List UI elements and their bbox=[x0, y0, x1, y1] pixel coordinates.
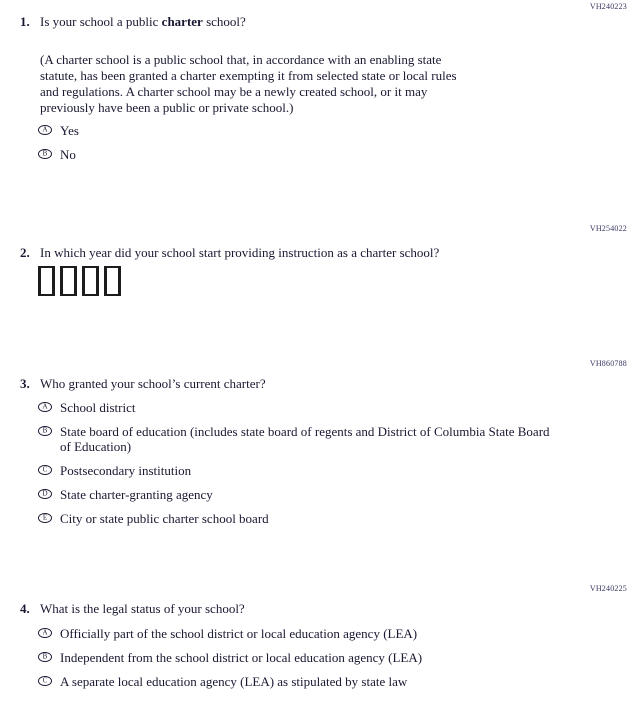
option-label-line: Officially part of the school district or local education agency (LEA) bbox=[60, 626, 418, 641]
option-label bbox=[60, 147, 76, 162]
option-label-line: Postsecondary institution bbox=[60, 463, 192, 478]
year-entry-boxes bbox=[38, 266, 121, 296]
question-1-title-row bbox=[20, 14, 246, 30]
question-2-number: 2. bbox=[20, 245, 30, 260]
option-label-line: No bbox=[60, 147, 76, 162]
bubble-letter: E bbox=[42, 513, 48, 521]
option-label bbox=[60, 463, 191, 478]
option-label-line: of Education) bbox=[60, 439, 132, 454]
note-line: and regulations. A charter school may be a newly created school, or it may bbox=[40, 84, 428, 99]
option-part-of-lea[interactable] bbox=[38, 626, 422, 641]
bubble-letter: C bbox=[42, 676, 48, 684]
question-1-accession-code: VH240223 bbox=[589, 2, 627, 11]
question-1-number: 1. bbox=[20, 14, 30, 29]
option-label bbox=[60, 487, 213, 502]
option-label-line: State charter-granting agency bbox=[60, 487, 213, 502]
option-label bbox=[60, 400, 135, 415]
year-digit-box-1[interactable] bbox=[38, 266, 55, 296]
option-label-line: State board of education (includes state board of regents and District of Columbia State Board bbox=[60, 424, 550, 439]
question-2-title-pre: In which year did your school start providing instruction as a charter school? bbox=[40, 245, 440, 260]
bubble-letter: D bbox=[42, 489, 48, 497]
bubble-letter: A bbox=[42, 125, 48, 133]
answer-bubble-c-icon[interactable] bbox=[38, 465, 52, 475]
question-4-accession-code: VH240225 bbox=[589, 584, 627, 593]
answer-bubble-d-icon[interactable] bbox=[38, 489, 52, 499]
question-3-number: 3. bbox=[20, 376, 30, 391]
question-1-title-post: school? bbox=[202, 14, 246, 29]
option-state-board[interactable] bbox=[38, 424, 550, 454]
answer-bubble-b-icon[interactable] bbox=[38, 149, 52, 159]
question-4-title-row bbox=[20, 601, 245, 617]
year-digit-box-2[interactable] bbox=[60, 266, 77, 296]
bubble-letter: C bbox=[42, 465, 48, 473]
option-label-line: Yes bbox=[60, 123, 79, 138]
question-1-title-pre: Is your school a public bbox=[40, 14, 162, 29]
bubble-letter: B bbox=[42, 652, 48, 660]
year-digit-box-4[interactable] bbox=[104, 266, 121, 296]
answer-bubble-a-icon[interactable] bbox=[38, 628, 52, 638]
option-yes[interactable] bbox=[38, 123, 79, 138]
year-digit-box-3[interactable] bbox=[82, 266, 99, 296]
question-2-title-row bbox=[20, 245, 439, 261]
option-separate-lea[interactable] bbox=[38, 674, 422, 689]
option-label bbox=[60, 123, 79, 138]
answer-bubble-b-icon[interactable] bbox=[38, 426, 52, 436]
answer-bubble-b-icon[interactable] bbox=[38, 652, 52, 662]
answer-bubble-c-icon[interactable] bbox=[38, 676, 52, 686]
option-city-state-board[interactable] bbox=[38, 511, 550, 526]
question-4-title bbox=[40, 601, 245, 617]
bubble-letter: B bbox=[42, 149, 48, 157]
note-line: (A charter school is a public school that, in accordance with an enabling state bbox=[40, 52, 442, 67]
option-label bbox=[60, 650, 422, 665]
question-3-title bbox=[40, 376, 266, 392]
option-label-line: City or state public charter school board bbox=[60, 511, 269, 526]
question-4-number: 4. bbox=[20, 601, 30, 616]
question-3-options bbox=[38, 400, 550, 535]
bubble-letter: A bbox=[42, 402, 48, 410]
question-2-title bbox=[40, 245, 439, 261]
question-1-definition-note bbox=[40, 52, 457, 116]
answer-bubble-a-icon[interactable] bbox=[38, 125, 52, 135]
option-label-line: School district bbox=[60, 400, 136, 415]
option-postsecondary[interactable] bbox=[38, 463, 550, 478]
question-1-options bbox=[38, 123, 79, 171]
answer-bubble-e-icon[interactable] bbox=[38, 513, 52, 523]
question-4-title-pre: What is the legal status of your school? bbox=[40, 601, 245, 616]
option-independent-from-lea[interactable] bbox=[38, 650, 422, 665]
note-line: statute, has been granted a charter exempting it from selected state or local rules bbox=[40, 68, 457, 83]
option-label-line: Independent from the school district or local education agency (LEA) bbox=[60, 650, 423, 665]
question-3-title-pre: Who granted your school’s current charter? bbox=[40, 376, 266, 391]
question-2-accession-code: VH254022 bbox=[589, 224, 627, 233]
note-line: previously have been a public or private school.) bbox=[40, 100, 294, 115]
option-label bbox=[60, 511, 269, 526]
option-school-district[interactable] bbox=[38, 400, 550, 415]
option-label bbox=[60, 424, 550, 454]
option-state-charter-agency[interactable] bbox=[38, 487, 550, 502]
question-4-options bbox=[38, 626, 422, 698]
option-label bbox=[60, 626, 417, 641]
option-no[interactable] bbox=[38, 147, 79, 162]
bubble-letter: B bbox=[42, 426, 48, 434]
question-1-title bbox=[40, 14, 246, 30]
answer-bubble-a-icon[interactable] bbox=[38, 402, 52, 412]
bubble-letter: A bbox=[42, 628, 48, 636]
option-label-line: A separate local education agency (LEA) as stipulated by state law bbox=[60, 674, 408, 689]
question-3-title-row bbox=[20, 376, 266, 392]
question-3-accession-code: VH860788 bbox=[589, 359, 627, 368]
question-1-title-bold: charter bbox=[161, 14, 203, 29]
option-label bbox=[60, 674, 407, 689]
